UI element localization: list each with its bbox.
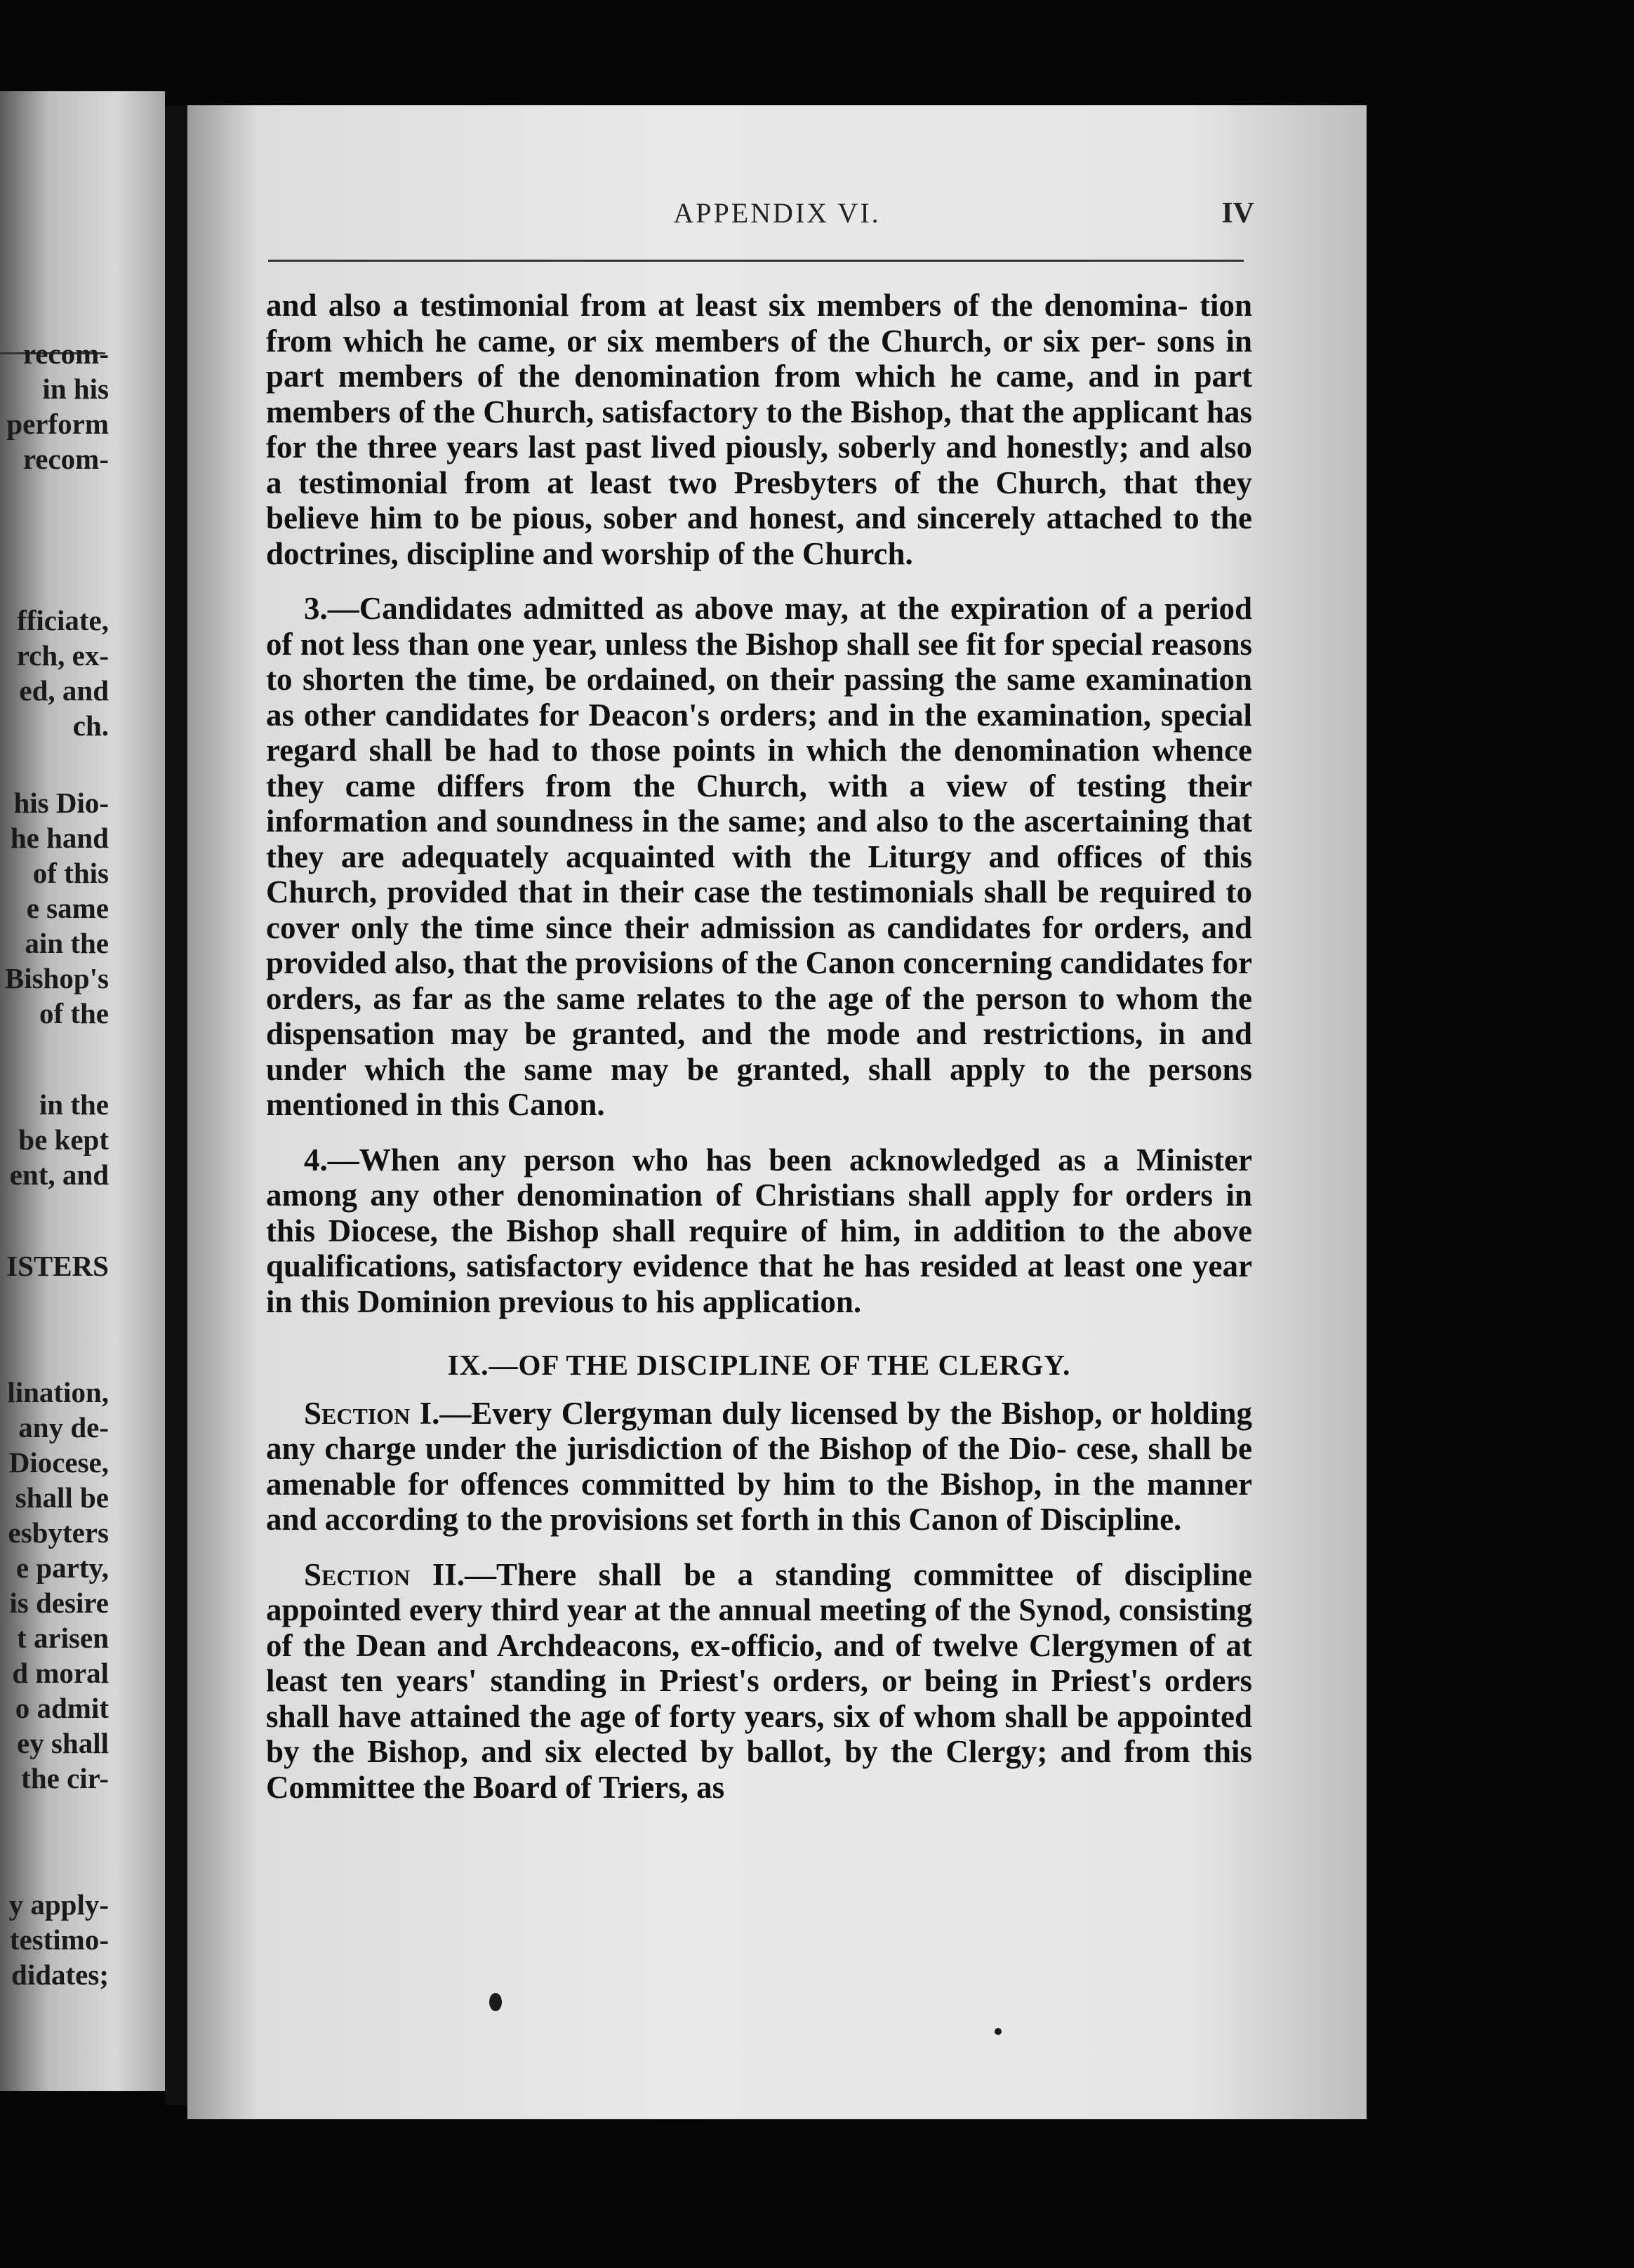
running-head-title: APPENDIX VI. <box>673 197 881 229</box>
left-page-fragment: he hand <box>10 822 109 854</box>
left-page-fragment: rch, ex- <box>16 639 109 672</box>
paragraph-4: 4.—When any person who has been acknowledged as a Minister among any other denomination of Christians shall apply for orders in this Diocese, the Bishop shall require of him, in addition to the above qualifications, satisfactory evidence that he has resided at least one year in this Dominion previous to his application. <box>266 1142 1252 1319</box>
left-page-fragment: shall be <box>15 1481 109 1514</box>
section-1-text: —Every Clergyman duly licensed by the Bishop, or holding any charge under the jurisdiction of the Bishop of the Dio- cese, shall be amenable for offences committed by him to the Bishop, in the manner and according to the provisions set forth in this Canon of Discipline. <box>266 1395 1252 1537</box>
left-page-fragment: be kept <box>18 1123 109 1156</box>
left-page-fragment: of this <box>32 857 109 889</box>
left-page-fragment: t arisen <box>17 1622 109 1654</box>
left-page-fragment: his Dio- <box>13 787 109 819</box>
body-text <box>266 288 1252 1805</box>
left-page-fragment: lination, <box>7 1376 109 1408</box>
left-page-fragment: fficiate, <box>17 604 109 636</box>
left-page-fragment: in the <box>39 1088 109 1121</box>
left-page-fragment: d moral <box>12 1657 109 1689</box>
page-folio: IV <box>1221 197 1254 229</box>
left-page-fragment: Diocese, <box>8 1446 109 1479</box>
left-page-fragment: ISTERS <box>6 1250 109 1282</box>
left-page-fragment: recom- <box>22 443 109 475</box>
section-1-paragraph <box>266 1396 1252 1537</box>
book-gutter <box>165 105 187 2105</box>
left-page-fragment: the cir- <box>21 1762 109 1794</box>
left-page-fragment: ch. <box>72 709 109 742</box>
left-page-fragment: in his <box>42 373 109 405</box>
section-2-label: Section II. <box>304 1556 465 1592</box>
section-2-text: —There shall be a standing committee of discipline appointed every third year at the annual meeting of the Synod, consisting of the Dean and Archdeacons, ex-officio, and of twelve Clergymen of at least ten years' standing in Priest's orders, or being in Priest's orders shall have attained the age of forty years, six of whom shall be appointed by the Bishop, and six elected by ballot, by the Clergy; and from this Committee the Board of Triers, as <box>266 1556 1252 1805</box>
section-2-paragraph <box>266 1557 1252 1806</box>
header-rule <box>268 260 1244 262</box>
main-page <box>187 105 1367 2119</box>
left-page-fragment: any de- <box>18 1411 109 1443</box>
section-1-label: Section I. <box>304 1395 440 1431</box>
ink-speck <box>489 1993 502 2011</box>
left-page-fragment: e same <box>26 892 109 924</box>
left-page-fragment: testimo- <box>9 1923 109 1956</box>
left-page-fragment: is desire <box>9 1587 109 1619</box>
section-heading: IX.—OF THE DISCIPLINE OF THE CLERGY. <box>447 1349 1071 1381</box>
ink-speck <box>995 2028 1002 2035</box>
left-page-fragment: ey shall <box>17 1727 109 1759</box>
left-page-fragment: y apply- <box>8 1888 109 1921</box>
left-page-fragment: perform <box>6 408 109 440</box>
left-facing-page <box>0 91 165 2091</box>
paragraph-3: 3.—Candidates admitted as above may, at the expiration of a period of not less than one year, unless the Bishop shall see fit for special reasons to shorten the time, be ordained, on their passing the same examination as other candidates for Deacon's orders; and in the examination, special regard shall be had to those points in which the denomination whence they came differs from the Church, with a view of testing their information and soundness in the same; and also to the ascertaining that they are adequately acquainted with the Liturgy and offices of this Church, provided that in their case the testimonials shall be required to cover only the time since their admission as candidates for orders, and provided also, that the provisions of the Canon concerning candidates for orders, as far as the same relates to the age of the person to whom the dispensation may be granted, and the mode and restrictions, in and under which the same may be granted, shall apply to the persons mentioned in this Canon. <box>266 591 1252 1122</box>
paragraph-testimonial: and also a testimonial from at least six members of the denomina- tion from which he came, or six members of the Church, or six per- sons in part members of the denomination from which he came, and in part members of the Church, satisfactory to the Bishop, that the applicant has for the three years last past lived piously, soberly and honestly; and also a testimonial from at least two Presbyters of the Church, that they believe him to be pious, sober and honest, and sincerely attached to the doctrines, discipline and worship of the Church. <box>266 288 1252 571</box>
left-page-fragment: didates; <box>11 1959 109 1991</box>
left-page-fragment: e party, <box>15 1552 109 1584</box>
left-page-fragment: ent, and <box>9 1159 109 1191</box>
left-page-fragment: recom- <box>22 338 109 370</box>
left-page-fragment: Bishop's <box>4 962 109 994</box>
left-page-fragment: ain the <box>25 927 109 959</box>
left-page-fragment: esbyters <box>8 1516 109 1549</box>
left-page-fragment: of the <box>39 997 109 1029</box>
left-page-fragment: o admit <box>15 1692 109 1724</box>
running-head <box>187 196 1367 239</box>
left-page-fragment: ed, and <box>19 674 109 707</box>
